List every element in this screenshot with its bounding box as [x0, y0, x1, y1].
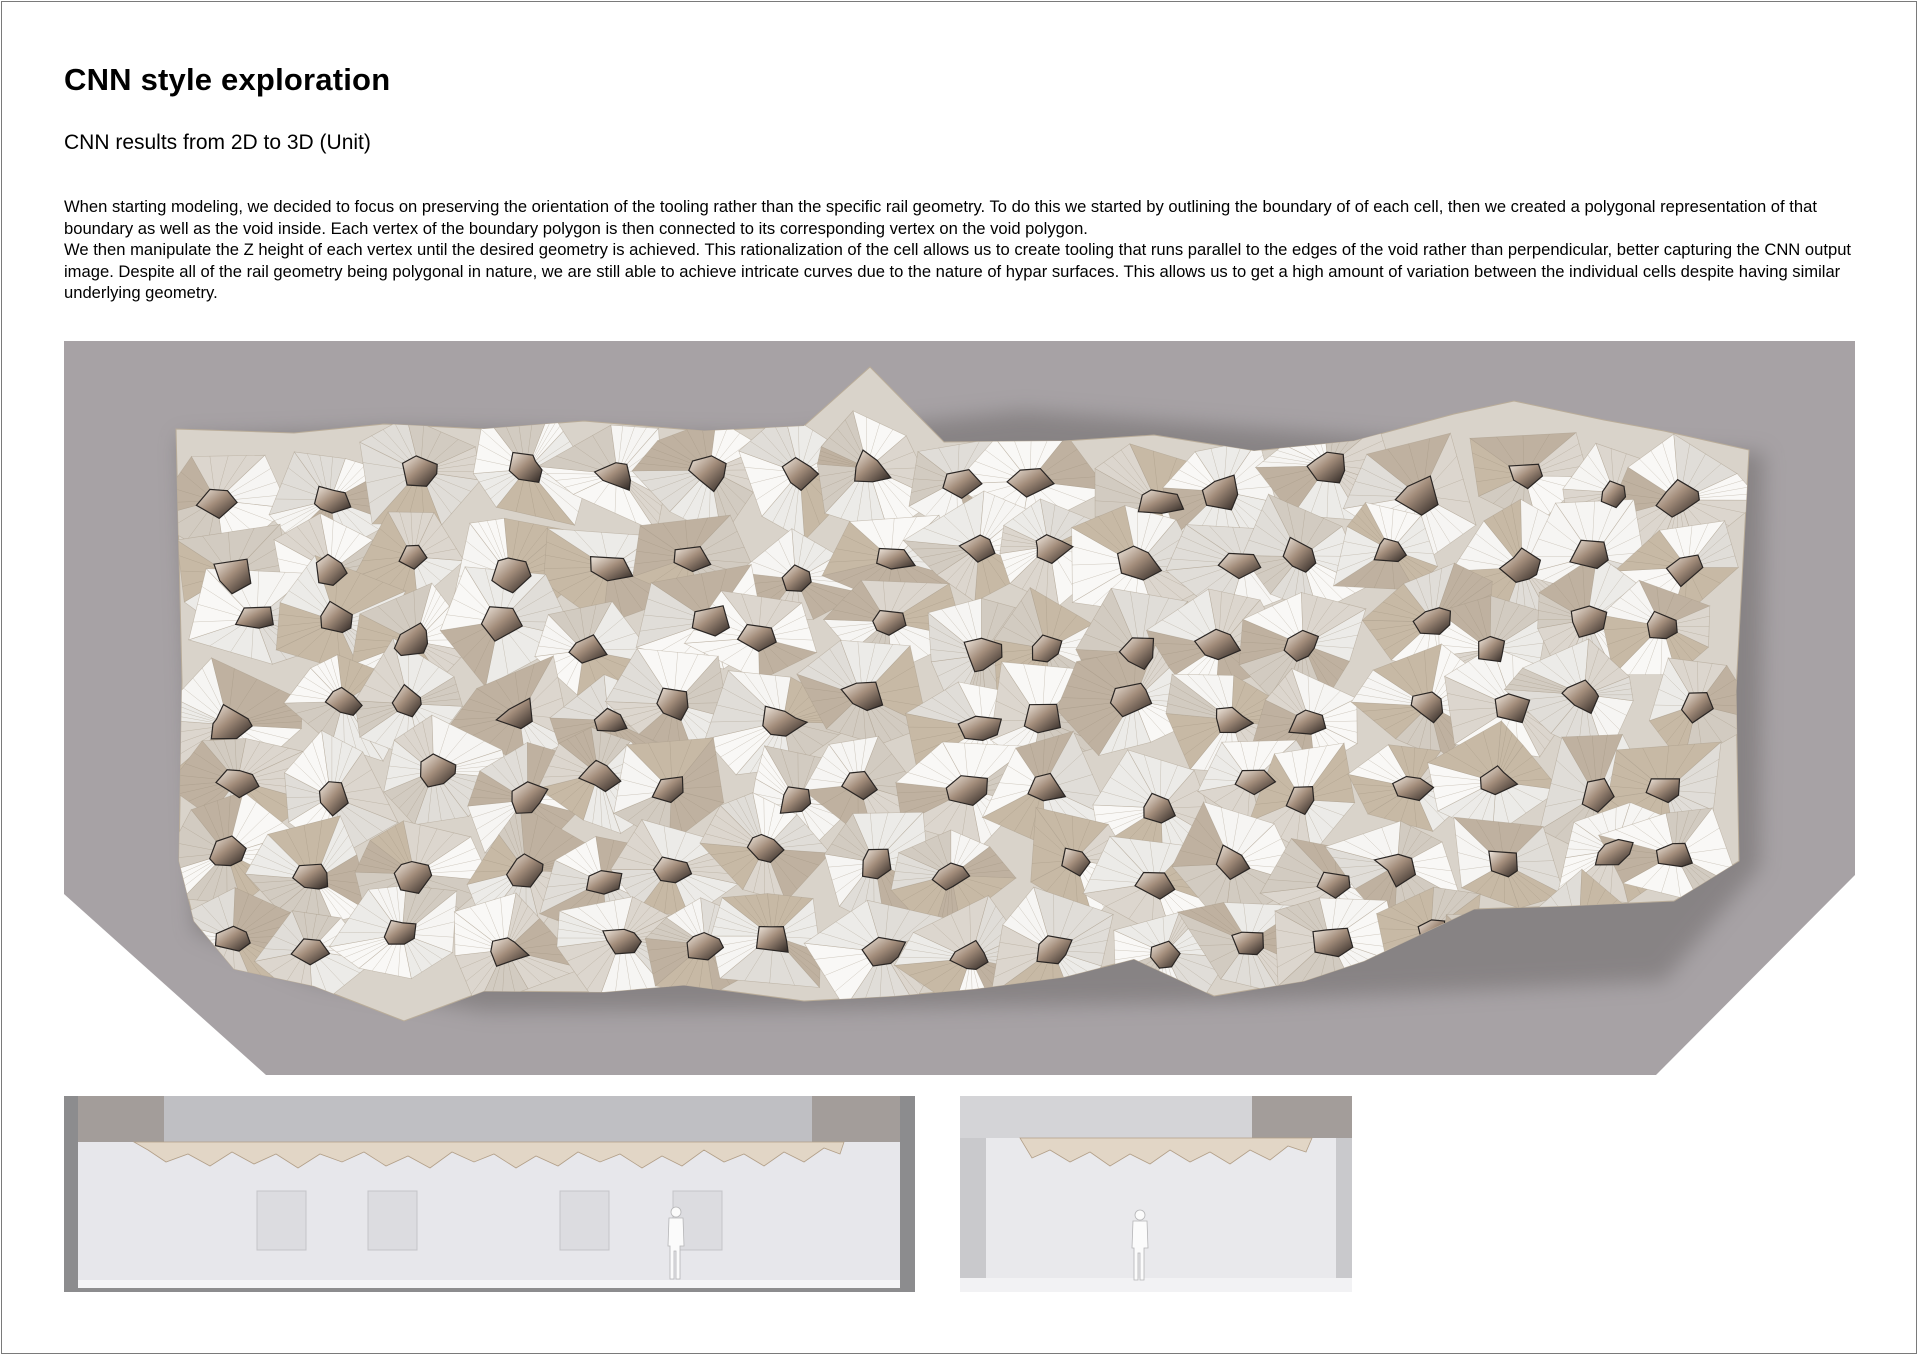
section-long-beam-left — [78, 1096, 164, 1142]
section-view-long — [64, 1096, 915, 1292]
section-short-wall — [986, 1138, 1336, 1278]
section-long-wall — [78, 1142, 900, 1280]
section-long-beam-right — [812, 1096, 900, 1142]
cell-void — [757, 927, 789, 953]
section-long-door-2 — [368, 1191, 417, 1250]
section-long-door-1 — [257, 1191, 306, 1250]
cell-void — [1479, 637, 1505, 662]
section-short-floor — [960, 1278, 1352, 1292]
section-short-beam — [1252, 1096, 1352, 1138]
wall-render-image — [64, 341, 1855, 1075]
section-long-door-3 — [560, 1191, 609, 1250]
description — [64, 196, 1864, 304]
page-title: CNN style exploration — [64, 62, 391, 97]
page-subtitle: CNN results from 2D to 3D (Unit) — [64, 131, 371, 154]
section-long-ceiling — [78, 1096, 900, 1142]
cell-void — [1024, 704, 1060, 733]
section-short-image — [960, 1096, 1352, 1292]
description-paragraph-2: We then manipulate the Z height of each vertex until the desired geometry is achieved. This rationalization of the cell allows us to create tooling that runs parallel to the edges of the void rather than perpendicular, better capturing the CNN output image. Despite all of the rail geometry being polygonal in nature, we are still able to achieve intricate curves due to the nature of hypar surfaces. This allows us to get a high amount of variation between the individual cells despite having similar underlying geometry. — [64, 240, 1852, 303]
section-long-floor — [78, 1280, 900, 1288]
section-view-short — [960, 1096, 1352, 1292]
section-long-image — [64, 1096, 915, 1292]
description-paragraph-1: When starting modeling, we decided to focus on preserving the orientation of the tooling rather than the specific rail geometry. To do this we started by outlining the boundary of of each cell, then we created a polygonal representation of that boundary as well as the void inside. Each vertex of the boundary polygon is then connected to its corresponding vertex on the void polygon. — [64, 197, 1817, 238]
cell-void — [384, 920, 416, 944]
hero-render — [64, 341, 1855, 1075]
